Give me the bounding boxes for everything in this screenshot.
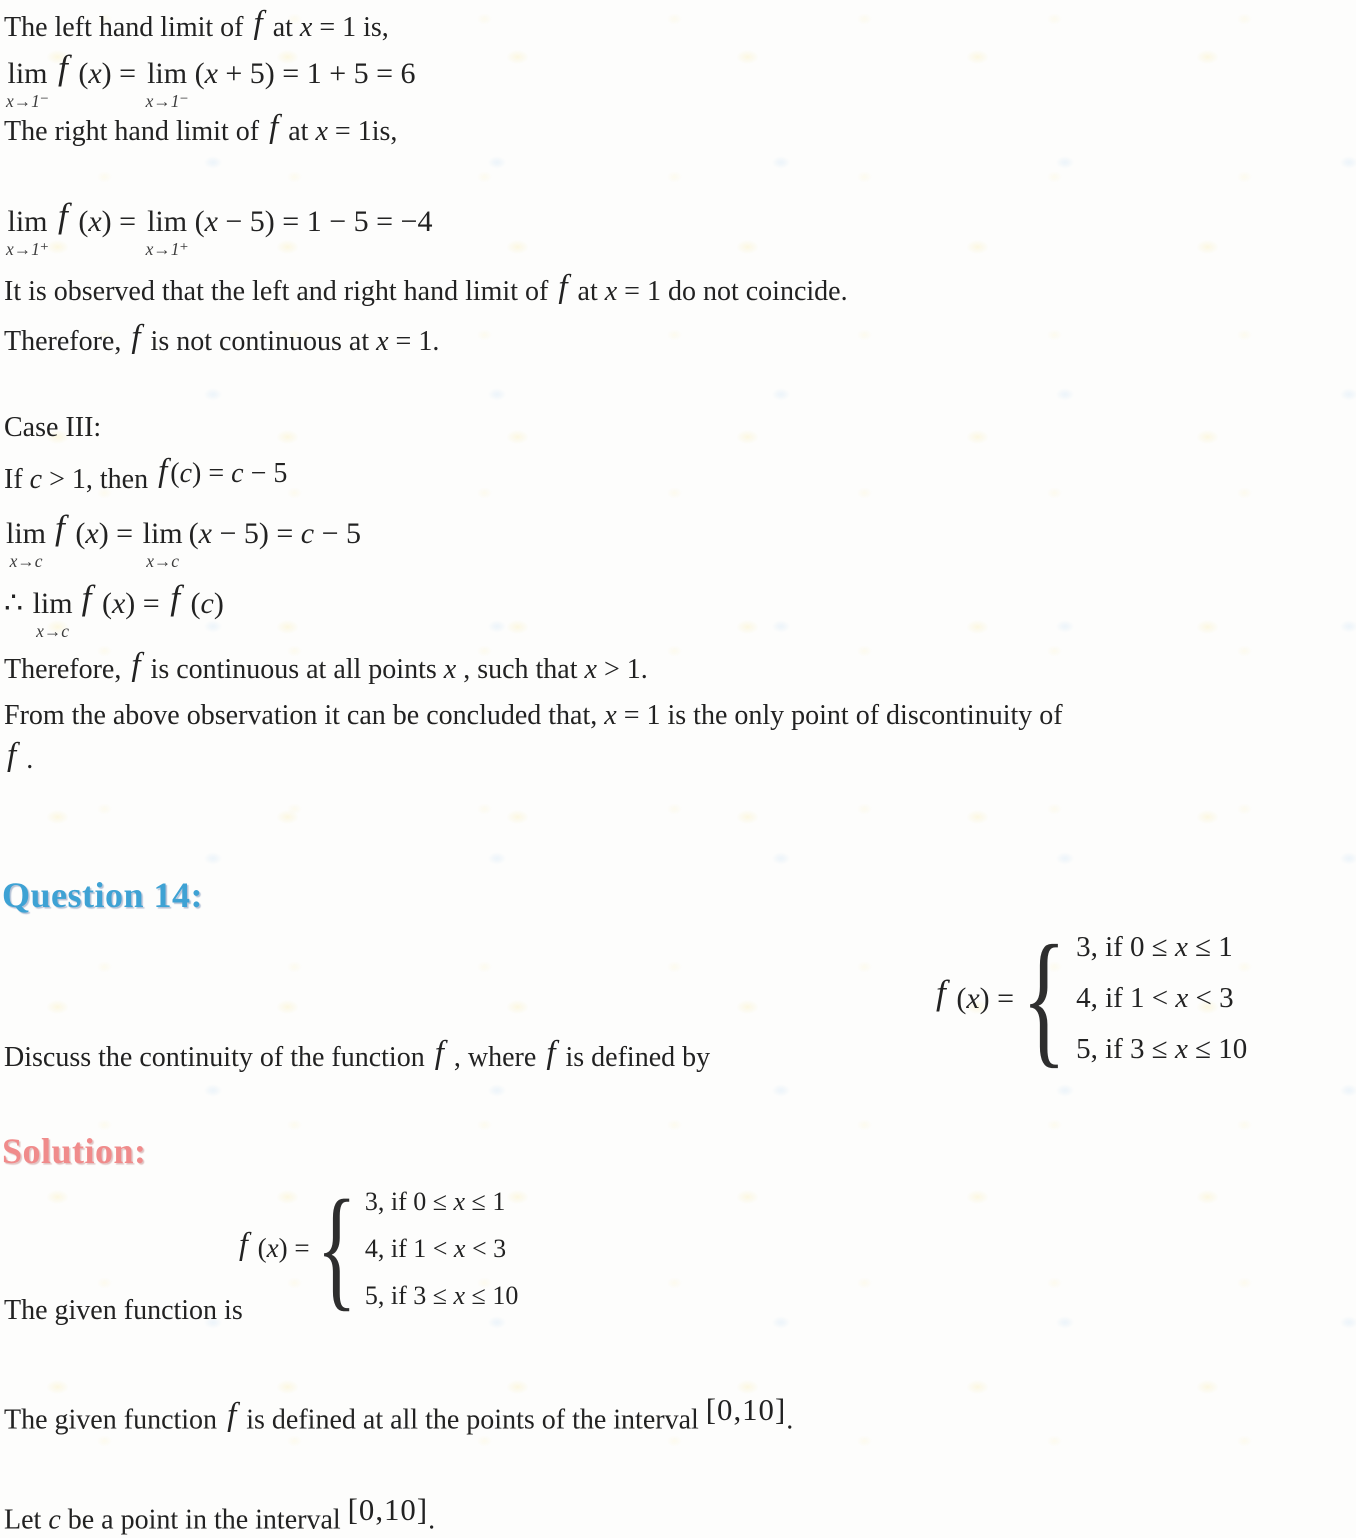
text-segment: c (48, 1504, 61, 1536)
text-segment: f (131, 646, 141, 683)
text-segment: is continuous at all points (143, 654, 444, 685)
lim-subscript: x→1⁻ (145, 91, 189, 111)
text-segment: ) = (101, 57, 144, 90)
piecewise-definition-solution (236, 1173, 519, 1324)
text-segment: ( (67, 517, 86, 550)
lim-word: lim (142, 517, 183, 550)
text-segment: − 5 (314, 517, 362, 550)
text-segment: f (558, 268, 568, 305)
text-segment: The right hand limit of (4, 116, 267, 147)
limit-operator (146, 207, 189, 258)
text-segment: c (29, 464, 43, 495)
text-segment: x (198, 517, 212, 550)
paragraph-not-continuous (4, 318, 440, 362)
text-segment: x (204, 205, 218, 238)
paragraph-left-hand-limit (4, 4, 389, 48)
text-segment: ) = (98, 517, 141, 550)
text-segment: f (131, 318, 141, 355)
paragraph-defined-on-interval (4, 1390, 793, 1441)
text-segment: f (158, 452, 168, 489)
text-segment: f (434, 1034, 444, 1071)
paragraph-discuss-continuity (4, 1034, 711, 1078)
text-segment: x (88, 205, 102, 238)
lim-word: lim (147, 57, 188, 90)
text-segment: Therefore, (4, 326, 129, 357)
text-segment: x (1174, 1033, 1188, 1065)
limit-operator (6, 207, 49, 258)
question-14-heading: Question 14: (2, 875, 204, 915)
text-segment: ) = (278, 1233, 310, 1263)
text-segment: ) = (979, 981, 1015, 1015)
case-row-2 (1076, 973, 1247, 1024)
text-segment: f (57, 47, 68, 88)
text-segment: be a point in the interval (60, 1504, 348, 1536)
text-segment: x (88, 57, 102, 90)
lim-subscript: x→c (146, 551, 180, 571)
text-segment: > 1, then (42, 464, 156, 495)
text-segment: f (227, 1397, 237, 1434)
text-segment: 3, if 0 ≤ (1076, 931, 1175, 963)
text-segment: c (200, 587, 214, 620)
text-segment: It is observed that the left and right hand limit of (4, 276, 556, 307)
text-segment: x (453, 1281, 466, 1310)
text-segment: . (786, 1404, 794, 1436)
piecewise-cases (1076, 922, 1247, 1075)
curly-brace: { (315, 1173, 357, 1324)
paragraph-given-function-is (4, 1291, 243, 1331)
limit-operator (6, 59, 49, 110)
text-segment: f (239, 1225, 248, 1261)
text-segment: The given function (4, 1404, 225, 1436)
text-segment: 4, if 1 < (364, 1234, 454, 1263)
text-segment: ) = (192, 457, 232, 489)
lim-word: lim (7, 57, 48, 90)
fx-equals (236, 1225, 310, 1264)
limit-operator (33, 589, 73, 640)
text-segment: 3, if 0 ≤ (364, 1187, 454, 1216)
lim-subscript: x→1⁺ (145, 239, 189, 259)
text-segment: ( (170, 457, 180, 489)
text-segment: x (966, 981, 980, 1015)
text-segment: x (443, 654, 457, 685)
text-segment: Therefore, (4, 654, 129, 685)
curly-brace: { (1021, 915, 1067, 1081)
text-segment: ( (250, 1233, 267, 1263)
equation-therefore-limit (4, 577, 224, 641)
lim-word: lim (147, 205, 188, 238)
text-segment: x (1175, 982, 1189, 1014)
text-segment: x (604, 700, 617, 731)
text-segment: x (266, 1233, 279, 1263)
text-segment: − 5) = 1 − 5 = −4 (217, 205, 433, 238)
text-segment: x (111, 587, 126, 620)
paragraph-if-c-gt-1 (4, 452, 288, 500)
text-segment: f (81, 577, 92, 618)
text-segment: ) = (101, 205, 144, 238)
text-segment: − 5) = (211, 517, 301, 550)
text-segment: is defined at all the points of the interval (239, 1404, 706, 1436)
text-segment: x (453, 1234, 466, 1263)
text-segment: ≤ 10 (1187, 1033, 1248, 1065)
text-segment: x (453, 1187, 466, 1216)
text-segment: x (204, 57, 218, 90)
text-segment: = 1. (388, 326, 440, 357)
text-segment: c (179, 457, 193, 489)
text-segment: is defined by (558, 1042, 711, 1073)
text-segment: . (19, 744, 34, 775)
text-segment: x (299, 12, 313, 43)
piecewise-cases (365, 1178, 518, 1319)
paragraph-conclusion-wrap-f (4, 736, 34, 780)
text-segment: = 1 is, (312, 12, 389, 43)
text-segment: . (428, 1504, 436, 1536)
fx-equals (933, 971, 1015, 1016)
lim-subscript: x→1⁻ (6, 91, 49, 111)
text-segment: ( (188, 517, 199, 550)
text-segment: f (936, 971, 946, 1012)
paragraph-right-hand-limit (4, 108, 398, 152)
text-segment: < 3 (465, 1234, 507, 1263)
case-row-1 (1076, 922, 1247, 973)
text-segment: Discuss the continuity of the function (4, 1042, 432, 1073)
text-segment: x (376, 326, 389, 357)
text-segment: ) = (125, 587, 168, 620)
equation-limit-at-c (4, 507, 362, 571)
text-segment: at (570, 276, 605, 307)
case-iii-heading: Case III: (4, 412, 102, 443)
text-segment: 4, if 1 < (1076, 982, 1176, 1014)
text-segment: [0,10] (347, 1493, 429, 1527)
text-segment: , such that (456, 654, 585, 685)
text-segment: f (55, 507, 65, 548)
text-segment: [0,10] (705, 1393, 787, 1427)
text-segment: ( (194, 57, 205, 90)
text-segment: ≤ 10 (465, 1281, 519, 1310)
text-segment: < 3 (1188, 982, 1234, 1014)
lim-subscript: x→1⁺ (6, 239, 49, 259)
text-segment: ( (948, 981, 967, 1015)
case-row-1 (365, 1178, 518, 1225)
text-segment: x (85, 517, 99, 550)
text-segment: 5, if 3 ≤ (1076, 1033, 1175, 1065)
text-segment: f (253, 4, 263, 41)
text-segment: The given function is (4, 1295, 243, 1326)
lim-word: lim (32, 587, 73, 620)
lim-subscript: x→c (9, 551, 43, 571)
text-segment: ≤ 1 (1187, 931, 1233, 963)
paragraph-continuous-x-gt-1 (4, 646, 648, 690)
case-row-3 (365, 1272, 518, 1319)
limit-operator (143, 519, 183, 570)
text-segment: f (546, 1034, 556, 1071)
text-segment: c (300, 517, 315, 550)
limit-operator (6, 519, 46, 570)
paragraph-conclusion (4, 696, 1063, 736)
equation-right-limit (4, 195, 433, 259)
text-segment: ( (94, 587, 112, 620)
text-segment: x (315, 116, 328, 147)
lim-subscript: x→c (36, 621, 70, 641)
text-segment: ( (194, 205, 205, 238)
limit-operator (146, 59, 189, 110)
text-segment: = 1 do not coincide. (617, 276, 848, 307)
lim-word: lim (7, 205, 48, 238)
text-segment: ( (70, 205, 89, 238)
piecewise-definition-question (933, 915, 1248, 1081)
paragraph-let-c-in-interval (4, 1490, 435, 1538)
text-segment: , where (446, 1042, 544, 1073)
text-segment: ≤ 1 (465, 1187, 506, 1216)
text-segment: > 1. (596, 654, 648, 685)
text-segment: The left hand limit of (4, 12, 251, 43)
text-segment: x (1174, 931, 1188, 963)
text-segment: From the above observation it can be concluded that, (4, 700, 605, 731)
text-segment: = 1is, (327, 116, 398, 147)
text-segment: ∴ (4, 587, 31, 620)
equation-left-limit (4, 47, 416, 111)
text-segment: x (604, 276, 618, 307)
paragraph-limits-not-coincide (4, 268, 848, 312)
text-segment: f (57, 195, 68, 236)
case-row-2 (365, 1225, 518, 1272)
text-segment: x (584, 654, 597, 685)
text-segment: f (7, 736, 17, 773)
text-segment: Let (4, 1504, 49, 1536)
text-segment: at (281, 116, 316, 147)
text-segment: f (170, 577, 181, 618)
lim-word: lim (6, 517, 47, 550)
case-row-3 (1076, 1024, 1247, 1075)
text-segment: c (231, 457, 244, 489)
text-segment: ( (70, 57, 89, 90)
solution-heading: Solution: (2, 1131, 147, 1171)
text-segment: is not continuous at (143, 326, 377, 357)
text-segment: + 5) = 1 + 5 = 6 (217, 57, 416, 90)
text-segment: ( (183, 587, 201, 620)
text-segment: 5, if 3 ≤ (364, 1281, 454, 1310)
text-segment: at (265, 12, 300, 43)
text-segment: − 5 (243, 457, 288, 489)
text-segment: f (269, 108, 279, 145)
text-segment: = 1 is the only point of discontinuity of (616, 700, 1063, 731)
text-segment: If (4, 464, 30, 495)
text-segment: ) (213, 587, 224, 620)
